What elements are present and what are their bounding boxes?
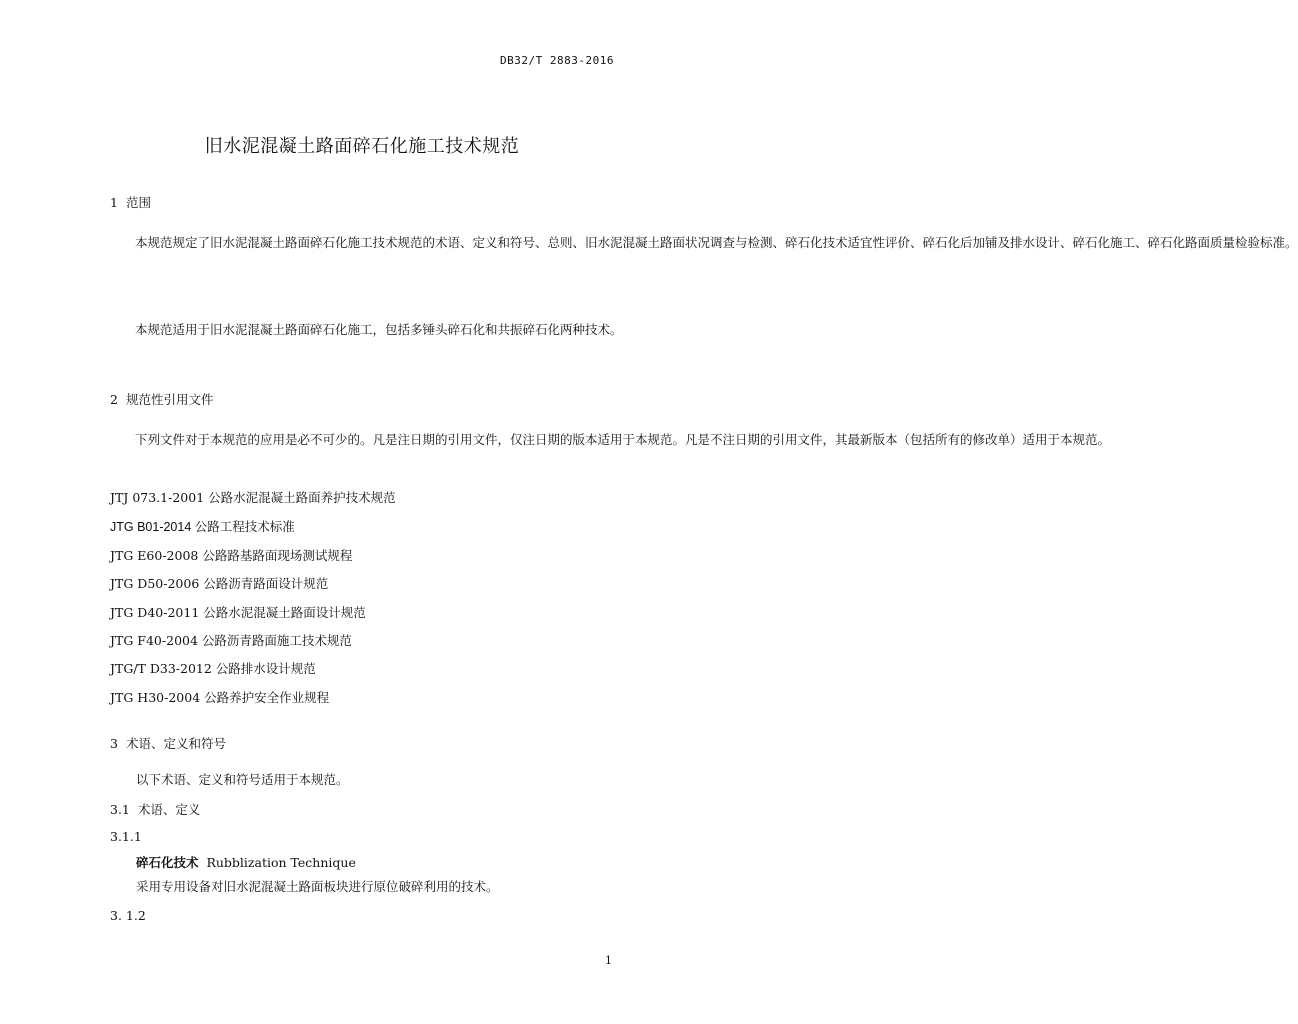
standard-code: DB32/T 2883-2016 [500,54,614,67]
section-1-heading [110,193,151,211]
term-entry [136,853,356,871]
page-number: 1 [605,954,612,967]
reference-item: JTG B01-2014 公路工程技术标准 [110,520,295,534]
section-1-title: 范围 [125,195,151,210]
reference-item: JTG D50-2006 公路沥青路面设计规范 [110,576,329,591]
section-3-1-number: 3.1 [110,802,130,817]
clause-3-1-1-number: 3.1.1 [110,829,142,844]
section-2-number: 2 [110,392,118,407]
reference-item: JTG H30-2004 公路养护安全作业规程 [110,690,330,705]
reference-item: JTG E60-2008 公路路基路面现场测试规程 [110,548,353,563]
section-1-paragraph-1: 本规范规定了旧水泥混凝土路面碎石化施工技术规范的术语、定义和符号、总则、旧水泥混凝土路面状况调查与检测、碎石化技术适宜性评价、碎石化后加铺及排水设计、碎石化施工、碎石化路面质量检验标准。 [135,235,1298,250]
section-1-number: 1 [110,195,118,210]
clause-3-1-2-number: 3. 1.2 [110,908,146,923]
reference-item: JTG F40-2004 公路沥青路面施工技术规范 [110,633,352,648]
section-2-paragraph-1: 下列文件对于本规范的应用是必不可少的。凡是注日期的引用文件，仅注日期的版本适用于本规范。凡是不注日期的引用文件，其最新版本（包括所有的修改单）适用于本规范。 [135,432,1111,447]
reference-item: JTJ 073.1-2001 公路水泥混凝土路面养护技术规范 [110,490,396,505]
reference-item: JTG D40-2011 公路水泥混凝土路面设计规范 [110,605,366,620]
section-1-paragraph-2: 本规范适用于旧水泥混凝土路面碎石化施工，包括多锤头碎石化和共振碎石化两种技术。 [135,322,623,337]
section-3-intro: 以下术语、定义和符号适用于本规范。 [136,772,349,787]
section-3-1-title: 术语、定义 [137,802,201,817]
section-3-number: 3 [110,736,118,751]
section-2-title: 规范性引用文件 [125,392,214,407]
document-title: 旧水泥混凝土路面碎石化施工技术规范 [204,136,520,157]
reference-item: JTG/T D33-2012 公路排水设计规范 [110,661,316,676]
term-definition: 采用专用设备对旧水泥混凝土路面板块进行原位破碎利用的技术。 [136,879,499,894]
section-3-1-heading [110,800,200,818]
section-3-title: 术语、定义和符号 [125,736,226,751]
section-3-heading [110,734,226,752]
term-chinese: 碎石化技术 [136,855,199,870]
term-english: Rubblization Technique [206,855,356,870]
section-2-heading [110,390,213,408]
